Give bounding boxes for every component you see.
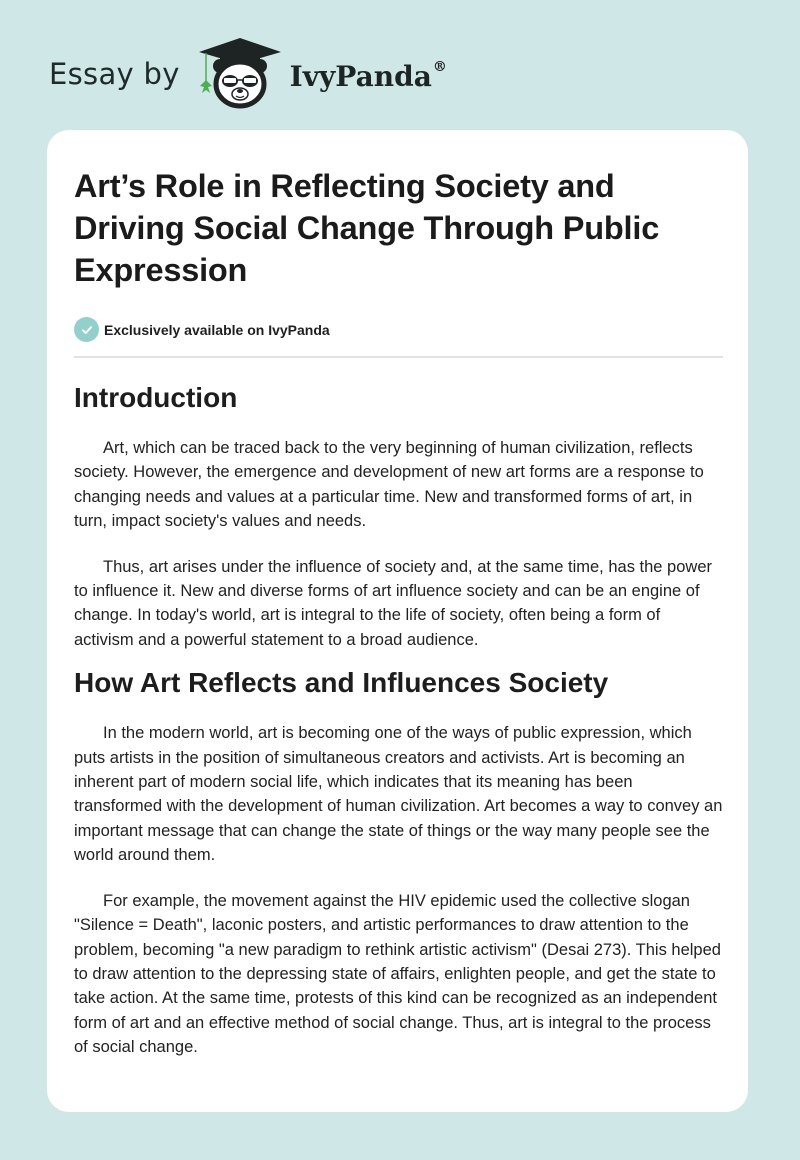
exclusive-badge xyxy=(74,317,724,342)
panda-logo-icon xyxy=(198,36,282,110)
paragraph: In the modern world, art is becoming one of the ways of public expression, which puts artists in the position of simultaneous creators and activists. Art is becoming an inherent part of modern social life, which indicates that its meaning has been transformed with the development of human civilization. Art becomes a way to convey an important message that can change the state of things or the way many people see the world around them. xyxy=(74,724,723,865)
paragraph: For example, the movement against the HIV epidemic used the collective slogan "Silence = Death", laconic posters, and artistic performances to draw attention to the problem, becoming "a new paradigm to rethink artistic activism" (Desai 273). This helped to draw attention to the depressing state of affairs, enlighten people, and get the state to take action. At the same time, protests of this kind can be recognized as an independent form of art and an effective method of social change. Thus, art is integral to the process of social change. xyxy=(74,891,721,1057)
section-heading-introduction: Introduction xyxy=(74,382,238,413)
brand-name xyxy=(290,60,447,93)
section-heading-how-art-reflects: How Art Reflects and Influences Society xyxy=(74,667,609,699)
exclusive-label: Exclusively available on IvyPanda xyxy=(104,321,330,338)
essay-by-label: Essay by xyxy=(49,57,180,91)
essay-title: Art’s Role in Reflecting Society and Driving Social Change Through Public Expression xyxy=(74,168,660,288)
brand-header xyxy=(49,36,447,110)
paragraph: Art, which can be traced back to the very beginning of human civilization, reflects society. However, the emergence and development of new art forms are a response to changing needs and values at a particular time. New and transformed forms of art, in turn, impact society's values and needs. xyxy=(74,439,704,531)
essay-card xyxy=(47,130,748,1112)
paragraph: Thus, art arises under the influence of society and, at the same time, has the power to influence it. New and diverse forms of art influence society and can be an engine of change. In today's world, art is integral to the life of society, often being a form of activism and a powerful statement to a broad audience. xyxy=(74,557,712,649)
check-circle-icon xyxy=(74,317,99,342)
essay-content xyxy=(74,165,724,1060)
registered-mark: ® xyxy=(432,59,447,76)
brand-name-text: IvyPanda xyxy=(289,59,432,93)
title-divider xyxy=(74,356,723,358)
